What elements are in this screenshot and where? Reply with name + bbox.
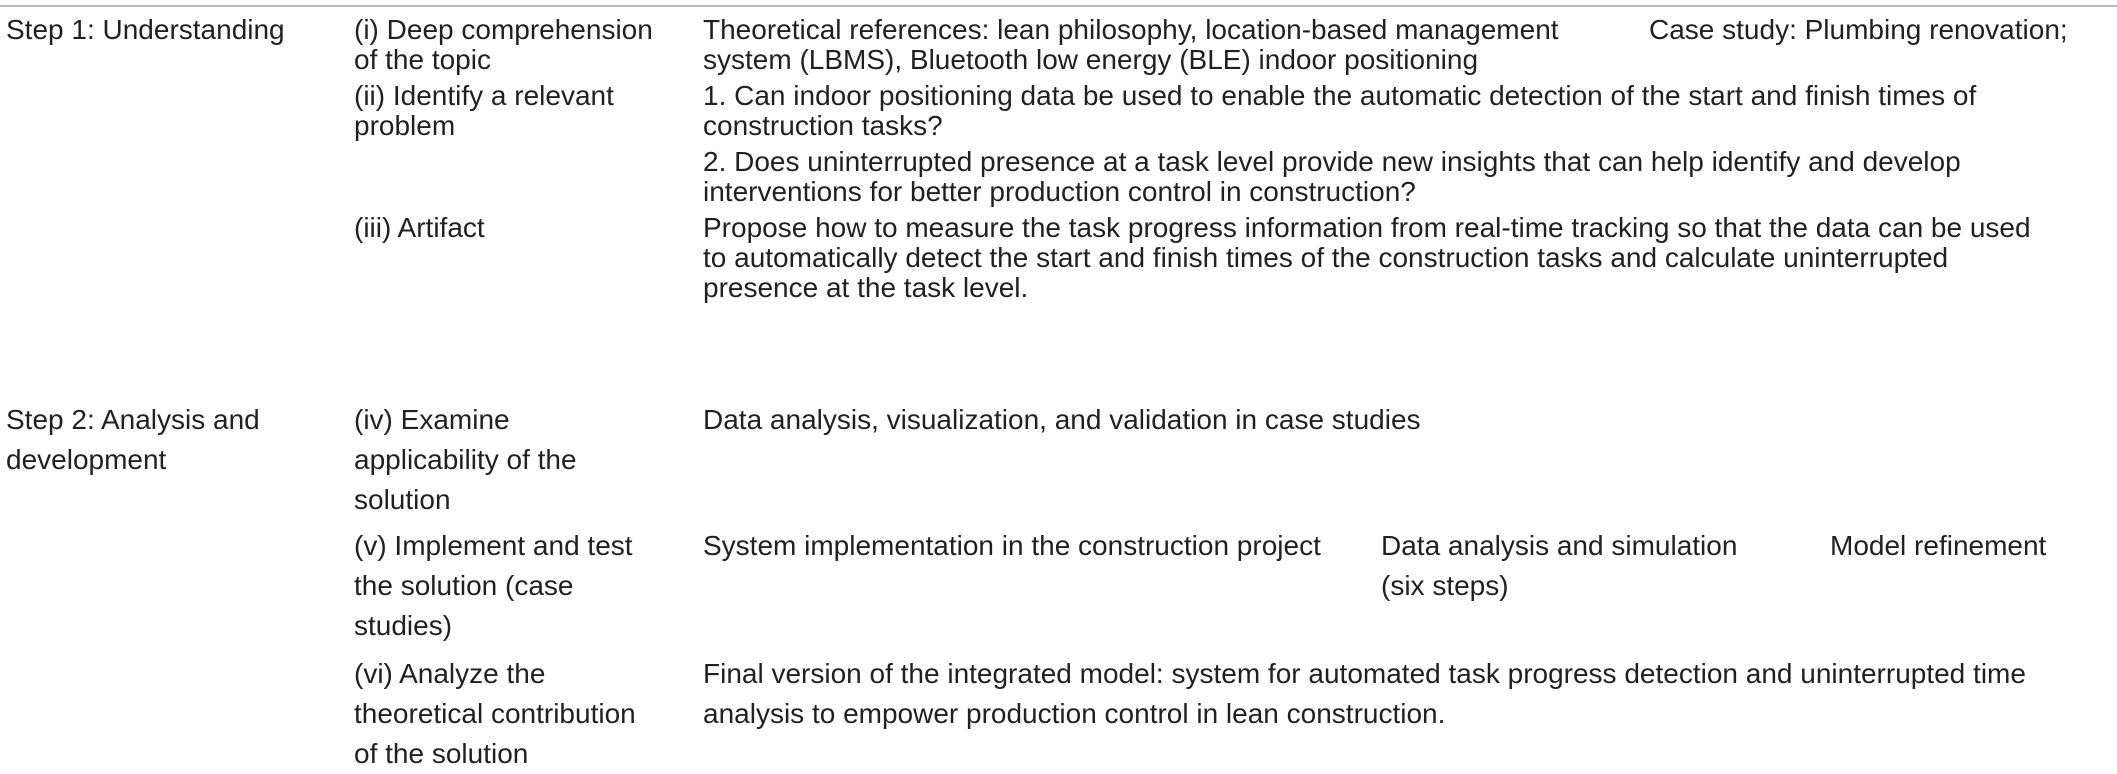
activity-v-label-line-1: (v) Implement and test bbox=[354, 530, 633, 561]
activity-v-label-line-3: studies) bbox=[354, 610, 453, 641]
activity-vi-label-line-1: (vi) Analyze the bbox=[354, 658, 546, 689]
activity-iii-content-line-3: presence at the task level. bbox=[703, 272, 1029, 303]
activity-i-content-line-2: system (LBMS), Bluetooth low energy (BLE) indoor positioning bbox=[703, 44, 1479, 75]
activity-iv-content: Data analysis, visualization, and validation in case studies bbox=[703, 404, 1421, 435]
step-2-label-line-1: Step 2: Analysis and bbox=[6, 404, 260, 435]
table-top-rule bbox=[0, 5, 2117, 7]
activity-iv-label-line-3: solution bbox=[354, 484, 451, 515]
activity-i-label-line-1: (i) Deep comprehension bbox=[354, 14, 653, 45]
activity-ii-label-line-1: (ii) Identify a relevant bbox=[354, 80, 614, 111]
activity-ii-question-1-line-1: 1. Can indoor positioning data be used to enable the automatic detection of the start and finish times of bbox=[703, 80, 1977, 111]
activity-i-content-line-1: Theoretical references: lean philosophy, location-based management bbox=[703, 14, 1559, 45]
activity-iv-label-line-2: applicability of the bbox=[354, 444, 577, 475]
step-2-label-line-2: development bbox=[6, 444, 167, 475]
activity-v-label-line-2: the solution (case bbox=[354, 570, 574, 601]
activity-iii-content-line-1: Propose how to measure the task progress information from real-time tracking so that the data can be used bbox=[703, 212, 2031, 243]
activity-iii-content-line-2: to automatically detect the start and finish times of the construction tasks and calculate uninterrupted bbox=[703, 242, 1949, 273]
activity-vi-content-line-1: Final version of the integrated model: system for automated task progress detection and uninterrupted time bbox=[703, 658, 2026, 689]
step-1-label: Step 1: Understanding bbox=[6, 14, 285, 45]
activity-iv-label-line-1: (iv) Examine bbox=[354, 404, 510, 435]
activity-v-content-c: Model refinement bbox=[1830, 530, 2047, 561]
activity-iii-label: (iii) Artifact bbox=[354, 212, 485, 243]
activity-ii-question-2-line-1: 2. Does uninterrupted presence at a task level provide new insights that can help identify and develop bbox=[703, 146, 1961, 177]
activity-i-case-study: Case study: Plumbing renovation; bbox=[1649, 14, 2068, 45]
activity-ii-label-line-2: problem bbox=[354, 110, 456, 141]
activity-ii-question-1-line-2: construction tasks? bbox=[703, 110, 943, 141]
activity-vi-content-line-2: analysis to empower production control in lean construction. bbox=[703, 698, 1446, 729]
activity-ii-question-2-line-2: interventions for better production control in construction? bbox=[703, 176, 1416, 207]
activity-i-label-line-2: of the topic bbox=[354, 44, 491, 75]
activity-vi-label-line-2: theoretical contribution bbox=[354, 698, 636, 729]
activity-v-content-b-line-1: Data analysis and simulation bbox=[1381, 530, 1738, 561]
activity-v-content-a: System implementation in the construction project bbox=[703, 530, 1321, 561]
activity-v-content-b-line-2: (six steps) bbox=[1381, 570, 1509, 601]
activity-vi-label-line-3: of the solution bbox=[354, 738, 529, 769]
